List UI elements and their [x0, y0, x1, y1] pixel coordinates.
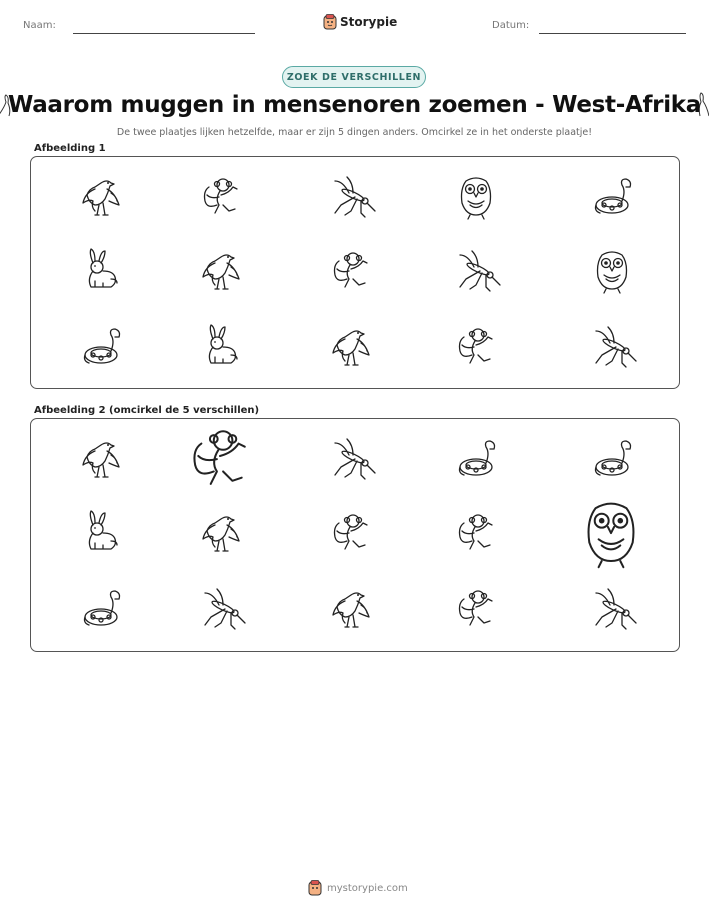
footer-url[interactable]: mystorypie.com [327, 882, 408, 894]
picture-1-monkey-icon [331, 249, 375, 293]
date-label: Datum: [492, 20, 530, 31]
picture-1-snake-icon [81, 325, 125, 369]
picture-1-mosquito-icon [592, 325, 636, 369]
brand-logo [323, 14, 397, 30]
picture-1-rabbit-icon [81, 249, 125, 293]
instructions: De twee plaatjes lijken hetzelfde, maar er zijn 5 dingen anders. Omcirkel ze in het onderste plaatje! [116, 127, 593, 138]
storypie-mascot-icon [323, 14, 337, 30]
picture-2-monkey-icon[interactable] [189, 425, 257, 493]
picture-2-snake-icon[interactable] [81, 587, 125, 631]
picture-1-owl-icon [592, 249, 636, 293]
picture-2-snake-icon[interactable] [456, 437, 500, 481]
picture-1-eagle-icon [81, 175, 125, 219]
footer [308, 880, 408, 896]
picture-2-mosquito-icon[interactable] [201, 587, 245, 631]
picture-2-monkey-icon[interactable] [456, 587, 500, 631]
picture-2-snake-icon[interactable] [592, 437, 636, 481]
picture-1-monkey-icon [201, 175, 245, 219]
name-line[interactable] [73, 33, 255, 34]
picture-1-eagle-icon [331, 325, 375, 369]
picture-1-rabbit-icon [201, 325, 245, 369]
picture-2-eagle-icon[interactable] [331, 587, 375, 631]
picture-2-mosquito-icon[interactable] [592, 587, 636, 631]
picture-2-eagle-icon[interactable] [81, 437, 125, 481]
storypie-mascot-icon [308, 880, 322, 896]
picture-2-owl-icon[interactable] [580, 499, 648, 567]
picture-2-monkey-icon[interactable] [456, 511, 500, 555]
picture-1-snake-icon [592, 175, 636, 219]
name-label: Naam: [23, 20, 56, 31]
picture-2-panel[interactable] [30, 418, 680, 652]
page-title: Waarom muggen in mensenoren zoemen - West-Afrika [7, 92, 702, 118]
picture-1-label: Afbeelding 1 [34, 143, 106, 154]
picture-1-monkey-icon [456, 325, 500, 369]
date-line[interactable] [539, 33, 686, 34]
picture-2-eagle-icon[interactable] [201, 511, 245, 555]
picture-1-panel [30, 156, 680, 389]
brand-name: Storypie [340, 15, 398, 29]
picture-1-owl-icon [456, 175, 500, 219]
picture-2-label: Afbeelding 2 (omcirkel de 5 verschillen) [34, 405, 260, 416]
picture-1-mosquito-icon [456, 249, 500, 293]
picture-2-mosquito-icon[interactable] [331, 437, 375, 481]
picture-1-eagle-icon [201, 249, 245, 293]
picture-2-rabbit-icon[interactable] [81, 511, 125, 555]
picture-2-monkey-icon[interactable] [331, 511, 375, 555]
activity-badge: ZOEK DE VERSCHILLEN [282, 66, 426, 88]
picture-1-mosquito-icon [331, 175, 375, 219]
